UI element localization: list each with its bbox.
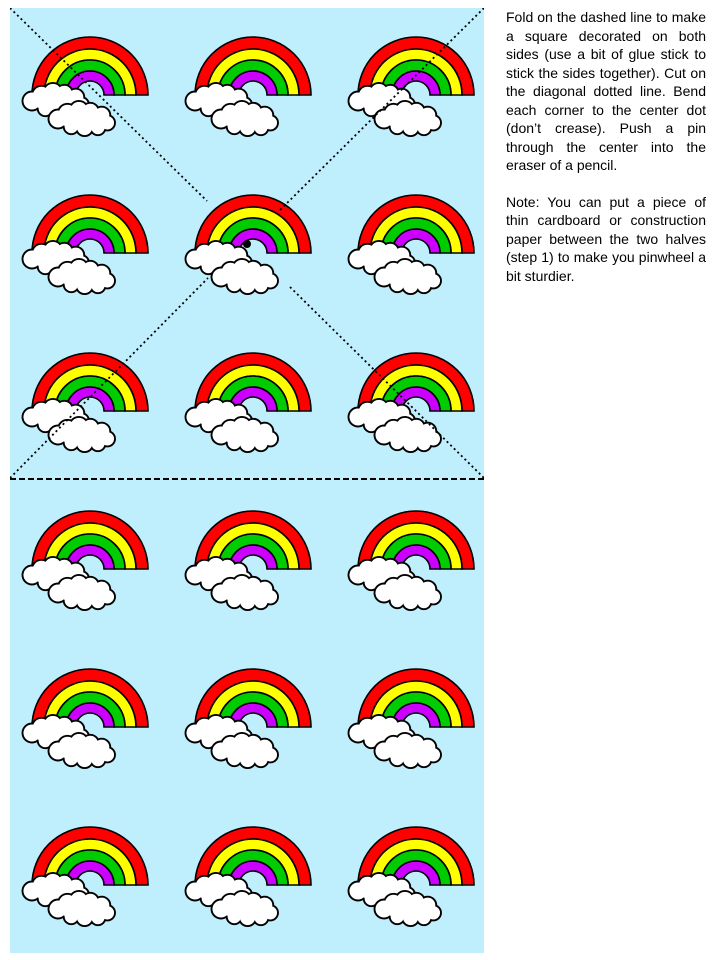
rainbow-with-cloud-icon: [186, 669, 311, 767]
center-dot: [243, 240, 251, 248]
note-paragraph: Note: You can put a piece of thin cardboard or construction paper between the two halves (step 1) to make you pinwheel a bit sturdier.: [506, 193, 706, 284]
rainbow-with-cloud-icon: [186, 37, 311, 135]
cut-line: [10, 278, 208, 478]
rainbow-with-cloud-icon: [186, 353, 311, 451]
rainbow-with-cloud-icon: [23, 511, 148, 609]
rainbow-with-cloud-icon: [23, 353, 148, 451]
rainbow-with-cloud-icon: [349, 669, 474, 767]
rainbow-with-cloud-icon: [23, 195, 148, 293]
instructions-panel: [506, 8, 706, 303]
rainbow-with-cloud-icon: [349, 827, 474, 925]
rainbow-with-cloud-icon: [349, 511, 474, 609]
pinwheel-sheet: [10, 8, 484, 953]
rainbow-with-cloud-icon: [23, 669, 148, 767]
rainbow-with-cloud-icon: [23, 827, 148, 925]
rainbow-pattern: [10, 8, 484, 953]
instructions-paragraph: Fold on the dashed line to make a square decorated on both sides (use a bit of glue stick to stick the sides together). Cut on the diagonal dotted line. Bend each corner to the center dot (don’t crease). Push a pin through the center into the eraser of a pencil.: [506, 9, 706, 173]
rainbow-with-cloud-icon: [186, 827, 311, 925]
rainbow-with-cloud-icon: [349, 353, 474, 451]
rainbow-with-cloud-icon: [349, 195, 474, 293]
rainbow-with-cloud-icon: [23, 37, 148, 135]
rainbow-with-cloud-icon: [349, 37, 474, 135]
rainbow-with-cloud-icon: [186, 511, 311, 609]
